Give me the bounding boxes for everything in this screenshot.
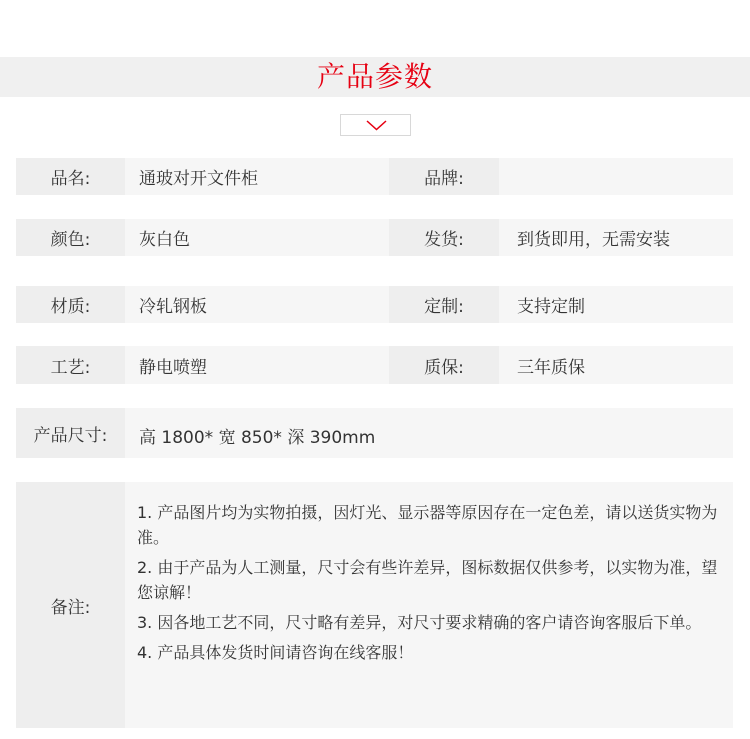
spec-label: 颜色: bbox=[16, 219, 125, 256]
spec-value: 通玻对开文件柜 bbox=[125, 158, 389, 195]
spec-label: 品牌: bbox=[389, 158, 499, 195]
spec-label: 材质: bbox=[16, 286, 125, 323]
spec-label: 发货: bbox=[389, 219, 499, 256]
spec-value: 冷轧钢板 bbox=[125, 286, 389, 323]
chevron-down-icon bbox=[366, 120, 387, 131]
remarks-row bbox=[16, 482, 733, 728]
expand-toggle[interactable] bbox=[340, 114, 411, 136]
spec-value: 支持定制 bbox=[499, 286, 733, 323]
spec-label: 定制: bbox=[389, 286, 499, 323]
spec-value: 三年质保 bbox=[499, 346, 733, 384]
spec-row bbox=[16, 286, 733, 323]
spec-row bbox=[16, 219, 733, 256]
spec-value: 静电喷塑 bbox=[125, 346, 389, 384]
size-value: 高 1800* 宽 850* 深 390mm bbox=[125, 408, 733, 458]
note-item: 4. 产品具体发货时间请咨询在线客服！ bbox=[137, 643, 414, 662]
spec-label: 工艺: bbox=[16, 346, 125, 384]
note-item: 2. 由于产品为人工测量，尺寸会有些许差异，图标数据仅供参考，以实物为准，望您谅解！ bbox=[137, 558, 718, 602]
spec-label: 品名: bbox=[16, 158, 125, 195]
remarks-notes bbox=[125, 482, 733, 728]
note-item: 1. 产品图片均为实物拍摄，因灯光、显示器等原因存在一定色差，请以送货实物为准。 bbox=[137, 503, 718, 547]
page-title: 产品参数 bbox=[316, 60, 433, 93]
spec-row bbox=[16, 158, 733, 195]
remarks-label: 备注: bbox=[16, 482, 125, 728]
spec-label: 质保: bbox=[389, 346, 499, 384]
spec-value: 到货即用，无需安装 bbox=[499, 219, 733, 256]
title-band bbox=[0, 57, 750, 97]
spec-row bbox=[16, 346, 733, 384]
spec-value: 灰白色 bbox=[125, 219, 389, 256]
spec-value bbox=[499, 158, 733, 195]
note-item: 3. 因各地工艺不同，尺寸略有差异，对尺寸要求精确的客户请咨询客服后下单。 bbox=[137, 613, 702, 632]
size-label: 产品尺寸: bbox=[16, 408, 125, 458]
size-row bbox=[16, 408, 733, 458]
